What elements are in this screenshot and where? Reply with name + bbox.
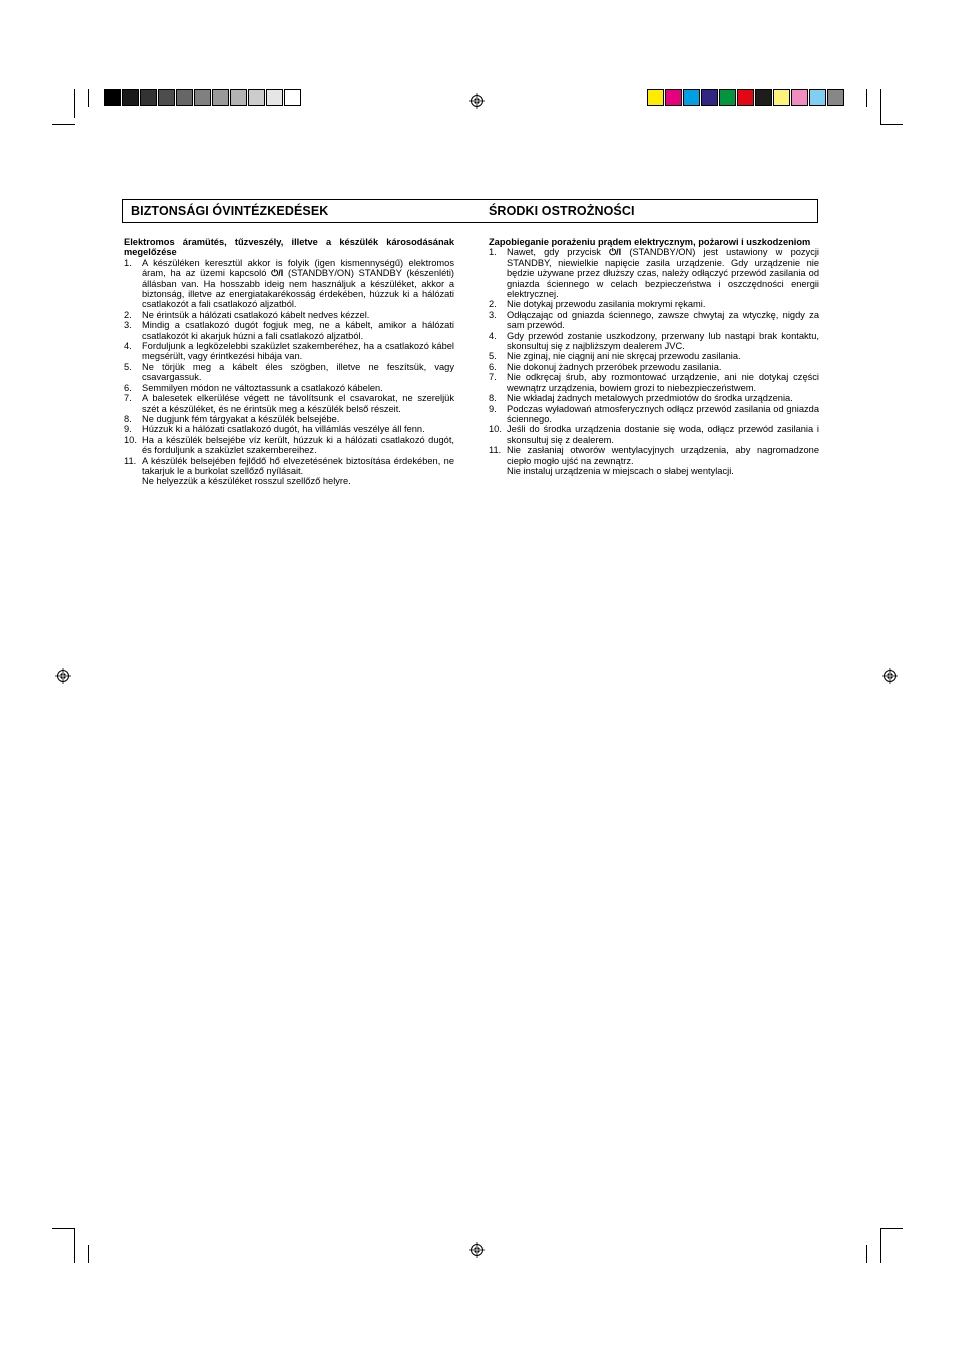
item-text: Nie dokonuj żadnych przeróbek przewodu zasilania.	[507, 361, 722, 372]
color-swatch	[827, 89, 844, 106]
color-swatch	[809, 89, 826, 106]
item-text: Nie wkładaj żadnych metalowych przedmiotów do środka urządzenia.	[507, 393, 793, 404]
color-swatch	[284, 89, 301, 106]
crop-mark	[880, 89, 881, 125]
color-calibration-bar	[647, 89, 845, 106]
list-item	[489, 445, 819, 476]
item-number: 6.	[124, 382, 132, 393]
item-number: 11.	[489, 445, 502, 456]
color-swatch	[176, 89, 193, 106]
list-item	[124, 424, 454, 434]
item-number: 9.	[124, 424, 132, 435]
crop-mark	[74, 89, 75, 118]
item-number: 5.	[124, 361, 132, 372]
item-text: Nie zasłaniaj otworów wentylacyjnych urządzenia, aby nagromadzone ciepło mogło ujść na zewnątrz.	[507, 445, 819, 466]
crop-mark	[880, 1228, 881, 1263]
item-number: 8.	[489, 393, 497, 404]
item-text: Nie dotykaj przewodu zasilania mokrymi rękami.	[507, 299, 706, 310]
color-swatch	[212, 89, 229, 106]
item-text: Forduljunk a legközelebbi szaküzlet szakemberéhez, ha a csatlakozó kábel megsérült, vagy érintkezési hibája van.	[142, 341, 454, 362]
item-text: Ne dugjunk fém tárgyakat a készülék belsejébe.	[142, 413, 340, 424]
item-number: 4.	[489, 330, 497, 341]
color-swatch	[701, 89, 718, 106]
list-item	[124, 456, 454, 487]
item-text: (STANDBY/ON) jest ustawiony w pozycji STANDBY, niewielkie napięcie zasila urządzenie. Gdy urządzenie nie będzie używane przez dłuższy czas, należy odłączyć przewód zasilania od gniazda ściennego w celach bezpieczeństwa i oszczędności energii elektrycznej.	[507, 247, 819, 300]
color-swatch	[158, 89, 175, 106]
list-item	[489, 310, 819, 331]
list-item	[124, 435, 454, 456]
item-text: Ha a készülék belsejébe víz került, húzzuk ki a hálózati csatlakozó dugót, és forduljunk a szaküzlet szakembereihez.	[142, 434, 454, 456]
list-item	[489, 404, 819, 425]
polish-subtitle: Zapobieganie porażeniu prądem elektrycznym, pożarowi i uszkodzeniom	[489, 237, 811, 247]
color-swatch	[737, 89, 754, 106]
hungarian-subtitle: Elektromos áramütés, tűzveszély, illetve a készülék károsodásának megelőzése	[124, 237, 454, 258]
polish-list	[489, 247, 819, 476]
list-item	[124, 362, 454, 383]
crop-mark	[866, 1245, 867, 1263]
list-item	[489, 331, 819, 352]
list-item	[124, 320, 454, 341]
registration-mark-icon	[882, 668, 898, 684]
item-number: 2.	[489, 299, 497, 310]
item-text: Ne törjük meg a kábelt éles szögben, illetve ne feszítsük, vagy csavargassuk.	[142, 361, 454, 383]
item-text: A készüléken keresztül akkor is folyik (igen kismennységű) elektromos áram, ha az üzemi kapcsoló	[142, 257, 454, 279]
color-swatch	[719, 89, 736, 106]
list-item	[489, 372, 819, 393]
list-item	[489, 393, 819, 403]
list-item	[124, 393, 454, 414]
crop-mark	[88, 1245, 89, 1263]
list-item	[489, 362, 819, 372]
list-item	[489, 299, 819, 309]
item-number: 3.	[124, 320, 132, 331]
registration-mark-icon	[469, 93, 485, 109]
item-number: 5.	[489, 351, 497, 362]
item-text: Nie odkręcaj śrub, aby rozmontować urządzenie, ani nie dotykaj części wewnątrz urządzenia, bowiem grozi to niebezpieczeństwem.	[507, 372, 819, 393]
item-text: Podczas wyładowań atmosferycznych odłącz przewód zasilania od gniazda ściennego.	[507, 403, 819, 424]
color-swatch	[140, 89, 157, 106]
list-item	[124, 341, 454, 362]
color-swatch	[647, 89, 664, 106]
section-header	[122, 199, 818, 223]
item-number: 4.	[124, 341, 132, 352]
list-item	[489, 247, 819, 299]
crop-mark	[74, 1228, 75, 1263]
color-swatch	[665, 89, 682, 106]
grayscale-calibration-bar	[104, 89, 302, 106]
crop-mark	[880, 1228, 903, 1229]
list-item	[124, 258, 454, 310]
list-item	[124, 383, 454, 393]
standby-on-icon: ⏻/I	[609, 247, 622, 258]
item-number: 8.	[124, 413, 132, 424]
item-number: 1.	[489, 247, 497, 258]
list-item	[489, 351, 819, 361]
item-number: 11.	[124, 455, 137, 466]
registration-mark-icon	[469, 1242, 485, 1258]
color-swatch	[104, 89, 121, 106]
item-number: 10.	[489, 424, 502, 435]
item-text: Semmilyen módon ne változtassunk a csatlakozó kábelen.	[142, 382, 383, 393]
hungarian-list	[124, 258, 454, 487]
header-title-polish: ŚRODKI OSTROŻNOŚCI	[489, 204, 635, 218]
color-swatch	[230, 89, 247, 106]
list-item	[124, 414, 454, 424]
crop-mark	[52, 124, 75, 125]
crop-mark	[880, 124, 903, 125]
item-text: (STANDBY/ON) STANDBY (készenléti) állásban van. Ha hosszabb ideig nem használjuk a készüléket, akkor a biztonság, illetve az energiatakarékosság érdekében, húzzuk ki a hálózati csatlakozót a fali csatlakozó aljzatból.	[142, 268, 455, 310]
item-text: A balesetek elkerülése végett ne távolítsunk el csavarokat, ne szereljük szét a készüléket, és ne érintsük meg a készülék belső részeit.	[142, 393, 454, 414]
item-text: Nawet, gdy przycisk	[507, 247, 601, 258]
color-swatch	[791, 89, 808, 106]
item-text: Odłączając od gniazda ściennego, zawsze chwytaj za wtyczkę, nigdy za sam przewód.	[507, 309, 819, 331]
item-text: Ne érintsük a hálózati csatlakozó kábelt nedves kézzel.	[142, 309, 370, 320]
item-text: Mindig a csatlakozó dugót fogjuk meg, ne a kábelt, amikor a hálózati csatlakozót ki akarjuk húzni a fali csatlakozó aljzatból.	[142, 320, 454, 341]
item-text: A készülék belsejében fejlődő hő elvezetésének biztosítása érdekében, ne takarjuk le a burkolat szellőző nyílásait.	[142, 455, 454, 476]
color-swatch	[194, 89, 211, 106]
standby-on-icon: ⏻/I	[271, 268, 284, 279]
item-number: 1.	[124, 257, 132, 268]
color-swatch	[122, 89, 139, 106]
item-number: 7.	[489, 372, 497, 383]
hungarian-column	[124, 237, 454, 487]
item-number: 7.	[124, 393, 132, 404]
crop-mark	[52, 1228, 75, 1229]
item-text: Húzzuk ki a hálózati csatlakozó dugót, ha villámlás veszélye áll fenn.	[142, 424, 425, 435]
item-text-extra: Nie instaluj urządzenia w miejscach o słabej wentylacji.	[507, 465, 734, 476]
item-number: 9.	[489, 403, 497, 414]
color-swatch	[755, 89, 772, 106]
item-number: 3.	[489, 309, 497, 320]
item-text: Gdy przewód zostanie uszkodzony, przerwany lub nastąpi brak kontaktu, skonsultuj się z najbliższym dealerem JVC.	[507, 330, 819, 352]
list-item	[124, 310, 454, 320]
item-text: Jeśli do środka urządzenia dostanie się woda, odłącz przewód zasilania i skonsultuj się z dealerem.	[507, 424, 819, 445]
polish-column	[489, 237, 819, 476]
color-swatch	[683, 89, 700, 106]
crop-mark	[88, 89, 89, 107]
color-swatch	[266, 89, 283, 106]
list-item	[489, 424, 819, 445]
crop-mark	[866, 89, 867, 107]
item-text-extra: Ne helyezzük a készüléket rosszul szellőző helyre.	[142, 476, 351, 487]
item-text: Nie zginaj, nie ciągnij ani nie skręcaj przewodu zasilania.	[507, 351, 741, 362]
registration-mark-icon	[55, 668, 71, 684]
item-number: 10.	[124, 434, 137, 445]
color-swatch	[248, 89, 265, 106]
item-number: 6.	[489, 361, 497, 372]
header-title-hungarian: BIZTONSÁGI ÓVINTÉZKEDÉSEK	[131, 204, 329, 218]
item-number: 2.	[124, 309, 132, 320]
color-swatch	[773, 89, 790, 106]
